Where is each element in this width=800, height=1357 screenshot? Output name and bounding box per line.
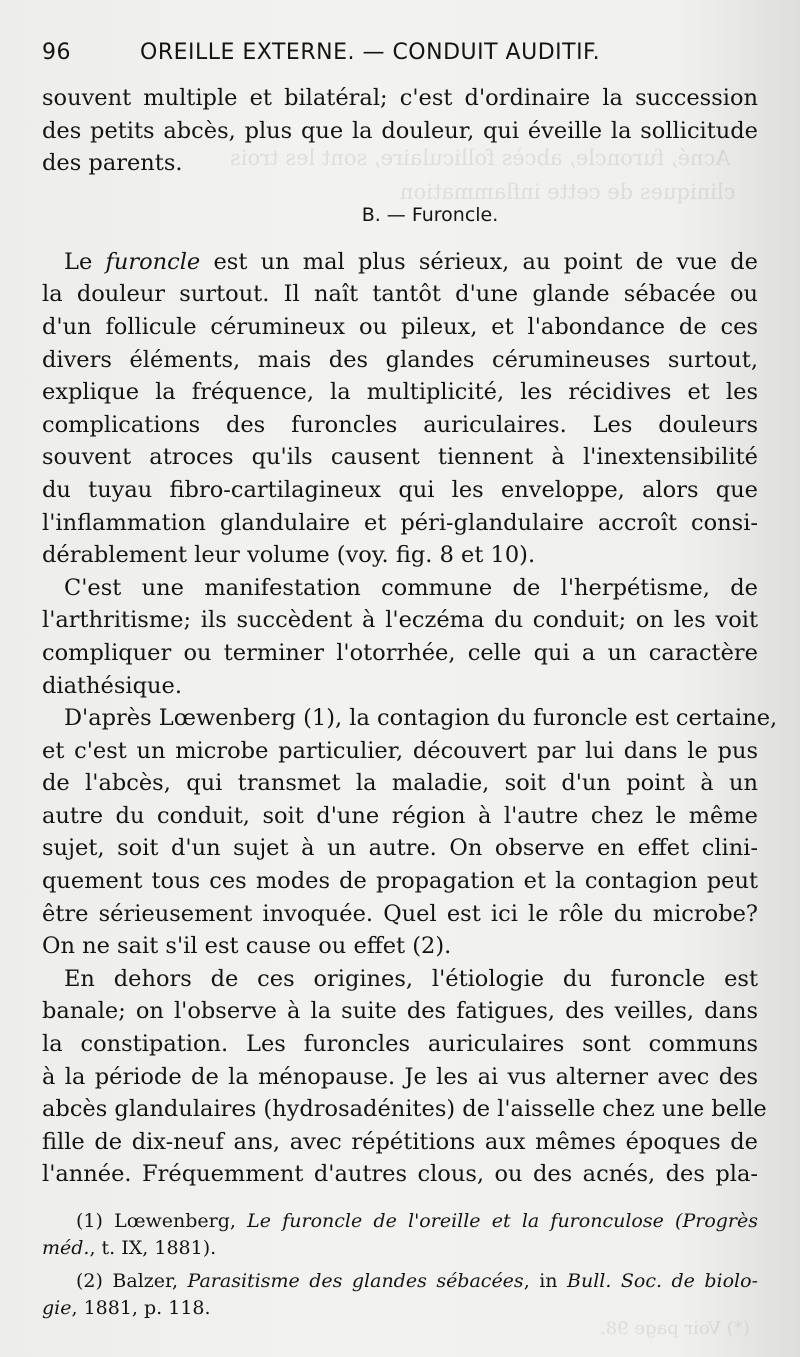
footnotes (42, 1208, 758, 1322)
text-line: On ne sait s'il est cause ou effet (2). (42, 933, 452, 960)
text-line: compliquer ou terminer l'otorrhée, celle qui a un caractère (42, 639, 758, 666)
main-text (42, 82, 778, 1191)
running-header (42, 40, 758, 65)
text-line: fille de dix-neuf ans, avec répétitions aux mêmes époques de (42, 1128, 758, 1155)
text-line: abcès glandulaires (hydrosadénites) de l'aisselle chez une belle (42, 1096, 767, 1123)
text-line: explique la fréquence, la multiplicité, les récidives et les (42, 379, 758, 406)
text-line: D'après Lœwenberg (1), la contagion du furoncle est certaine, (64, 705, 778, 732)
text-line: sujet, soit d'un sujet à un autre. On observe en effet clini- (42, 835, 758, 862)
text-line: et c'est un microbe particulier, découvert par lui dans le pus (42, 737, 758, 764)
text-line: souvent atroces qu'ils causent tiennent à l'inextensibilité (42, 444, 758, 471)
text-line: banale; on l'observe à la suite des fatigues, des veilles, dans (42, 998, 758, 1025)
text-line: du tuyau fibro-cartilagineux qui les enveloppe, alors que (42, 476, 758, 503)
text-line: l'arthritisme; ils succèdent à l'eczéma du conduit; on les voit (42, 607, 758, 634)
text-line: la douleur surtout. Il naît tantôt d'une glande sébacée ou (42, 281, 758, 308)
footnote-2-cont: gie, 1881, p. 118. (42, 1297, 211, 1319)
text-line: à la période de la ménopause. Je les ai vus alterner avec des (42, 1063, 758, 1090)
text-line: être sérieusement invoquée. Quel est ici le rôle du microbe? (42, 900, 758, 927)
text-line: autre du conduit, soit d'une région à l'autre chez le même (42, 802, 758, 829)
text-line: dérablement leur volume (voy. fig. 8 et 10). (42, 542, 536, 569)
text-line: l'inflammation glandulaire et péri-glandulaire accroît consi- (42, 509, 758, 536)
footnote-1-cont: méd., t. IX, 1881). (42, 1237, 217, 1259)
footnote-1: (1) Lœwenberg, Le furoncle de l'oreille et la furonculose (Progrès (76, 1210, 759, 1232)
text-line: Le furoncle est un mal plus sérieux, au point de vue de (64, 248, 758, 275)
running-title: OREILLE EXTERNE. — CONDUIT AUDITIF. (140, 40, 601, 65)
text-line: divers éléments, mais des glandes cérumineuses surtout, (42, 346, 758, 373)
bleed-through-line: cliniques de cette inflammation (400, 180, 736, 204)
text-line: des petits abcès, plus que la douleur, qui éveille la sollicitude (42, 117, 758, 144)
text-line: la constipation. Les furoncles auriculaires sont communs (42, 1031, 758, 1058)
section-heading: B. — Furoncle. (361, 203, 499, 226)
text-line: de l'abcès, qui transmet la maladie, soit d'un point à un (42, 770, 758, 797)
bleed-through-line: Acné, furoncle, abcès folliculaire, sont les trois (230, 146, 731, 170)
footnote-2: (2) Balzer, Parasitisme des glandes sébacées, in Bull. Soc. de biolo- (76, 1270, 758, 1292)
text-line: complications des furoncles auriculaires. Les douleurs (42, 411, 758, 438)
text-line: l'année. Fréquemment d'autres clous, ou des acnés, des pla- (42, 1161, 758, 1188)
text-line: En dehors de ces origines, l'étiologie du furoncle est (64, 965, 758, 992)
bleed-through-line: (*) Voir page 98. (600, 1318, 750, 1339)
italic-term: furoncle (105, 248, 201, 275)
page-number: 96 (42, 40, 71, 65)
text-line: quement tous ces modes de propagation et la contagion peut (42, 868, 758, 895)
text-line: souvent multiple et bilatéral; c'est d'ordinaire la succession (42, 85, 758, 111)
text-line: d'un follicule cérumineux ou pileux, et l'abondance de ces (42, 313, 758, 340)
text-line: C'est une manifestation commune de l'herpétisme, de (64, 574, 758, 601)
text-line: diathésique. (42, 672, 182, 699)
text-line: des parents. (42, 150, 183, 177)
